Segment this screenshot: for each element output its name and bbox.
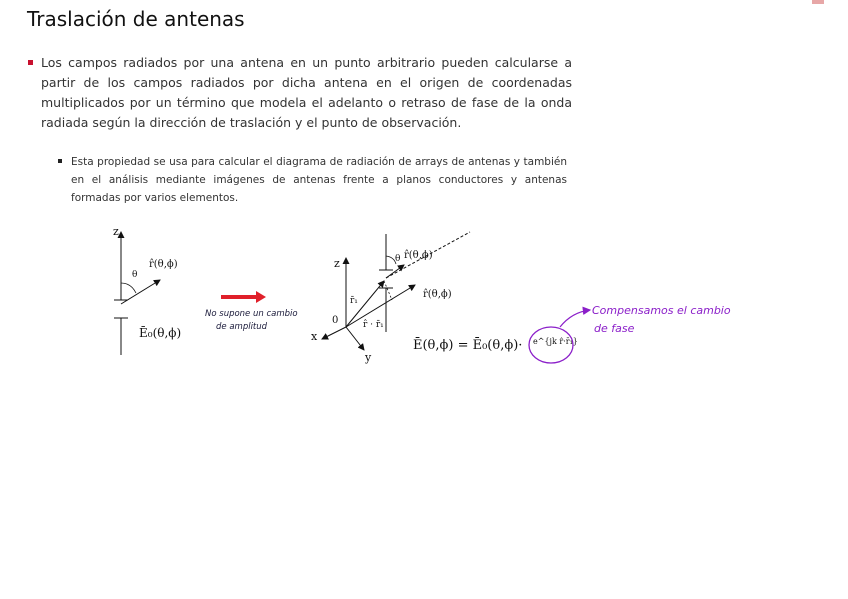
right-y-axis xyxy=(346,327,364,350)
right-y-label: y xyxy=(365,351,372,364)
left-z-label: z xyxy=(113,225,119,238)
right-origin-label: 0 xyxy=(332,315,339,326)
amplitude-note-line2: de amplitud xyxy=(216,322,268,332)
red-arrow-icon xyxy=(256,291,266,303)
slide-title: Traslación de antenas xyxy=(27,7,245,31)
right-x-label: x xyxy=(311,330,318,343)
amplitude-note-line1: No supone un cambio xyxy=(205,309,298,319)
right-r-hat-mid-label: r̂(θ,ϕ) xyxy=(423,289,452,300)
formula-exponent: e^{jk r̂·r̄₁} xyxy=(533,337,578,346)
formula-main: Ē(θ,ϕ) = Ē₀(θ,ϕ)· xyxy=(413,338,523,353)
right-z-label: z xyxy=(334,257,340,270)
right-dot-product-label: r̂ · r̄₁ xyxy=(363,320,384,330)
phase-note-line1: Compensamos el cambio xyxy=(592,304,731,317)
right-r-hat-top-label: r̂(θ,ϕ) xyxy=(404,250,433,261)
phase-note-line2: de fase xyxy=(594,322,635,335)
left-theta-arc xyxy=(121,283,136,293)
left-r-hat-label: r̂(θ,ϕ) xyxy=(149,259,178,270)
right-x-axis xyxy=(322,327,346,339)
left-theta-label: θ xyxy=(132,270,138,280)
right-r-hat-top xyxy=(386,265,404,278)
left-e0-label: Ē₀(θ,ϕ) xyxy=(139,326,182,340)
main-bullet-text: Los campos radiados por una antena en un punto arbitrario pueden calcularse a partir de los campos radiados por dicha antena en el origen de coordenadas multiplicados por un término que modela el adelanto o retraso de fase de la onda radiada según la dirección de traslación y el punto de observación. xyxy=(41,55,572,130)
right-projection xyxy=(384,281,392,300)
purple-arrow-icon xyxy=(560,310,590,327)
right-r1-label: r̄₁ xyxy=(350,296,358,306)
right-theta-label: θ xyxy=(395,254,401,264)
sub-bullet-text: Esta propiedad se usa para calcular el diagrama de radiación de arrays de antenas y también en el análisis mediante imágenes de antenas frente a planos conductores y antenas formadas por varios elementos. xyxy=(71,156,567,204)
